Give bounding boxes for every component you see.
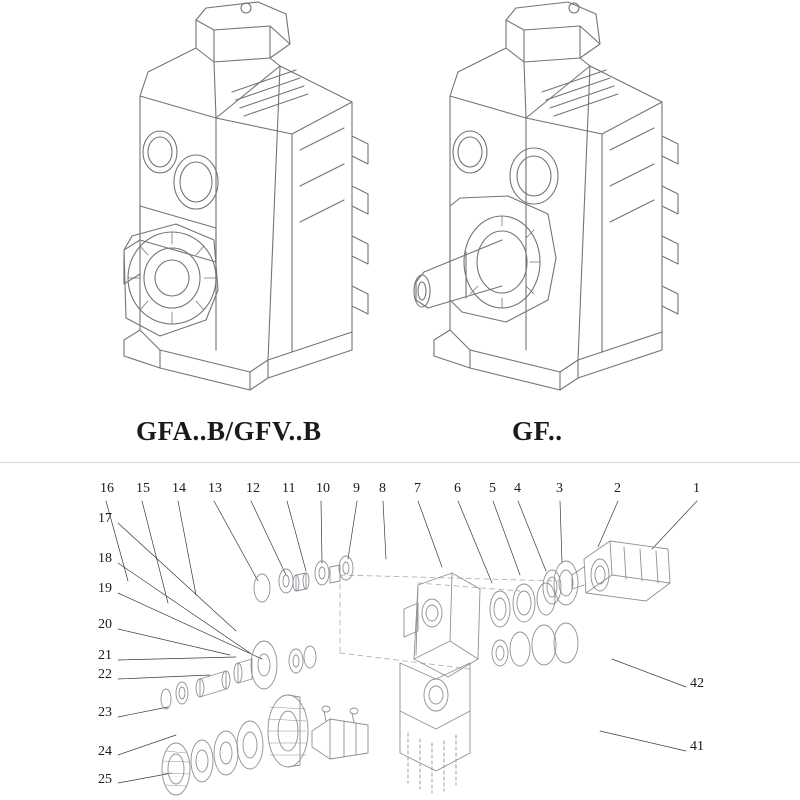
callout-4: 4 — [514, 481, 521, 496]
callout-15: 15 — [136, 481, 150, 496]
callout-5: 5 — [489, 481, 496, 496]
callout-11: 11 — [282, 481, 296, 496]
callout-9: 9 — [353, 481, 360, 496]
callout-2: 2 — [614, 481, 621, 496]
callout-21: 21 — [98, 648, 112, 663]
caption-gfab-gfvb: GFA..B/GFV..B — [136, 416, 322, 446]
callout-7: 7 — [414, 481, 421, 496]
callout-16: 16 — [100, 481, 114, 496]
callout-22: 22 — [98, 667, 112, 682]
callout-18: 18 — [98, 551, 112, 566]
exploded-parts-area — [0, 463, 800, 800]
callout-14: 14 — [172, 481, 186, 496]
callout-1: 1 — [693, 481, 700, 496]
right-gearbox-drawing — [414, 2, 678, 390]
callout-19: 19 — [98, 581, 112, 596]
callout-42: 42 — [690, 676, 704, 691]
part-gear-housing — [400, 573, 480, 793]
callout-12: 12 — [246, 481, 260, 496]
callout-24: 24 — [98, 744, 112, 759]
callout-41: 41 — [690, 739, 704, 754]
left-gearbox-drawing — [124, 2, 368, 390]
part-shaft-upper — [161, 641, 316, 709]
callout-23: 23 — [98, 705, 112, 720]
callout-20: 20 — [98, 617, 112, 632]
callout-25: 25 — [98, 772, 112, 787]
callout-13: 13 — [208, 481, 222, 496]
callout-6: 6 — [454, 481, 461, 496]
callout-8: 8 — [379, 481, 386, 496]
callout-17: 17 — [98, 511, 112, 526]
part-motor-adapter — [572, 541, 670, 601]
caption-gf: GF.. — [512, 416, 563, 446]
callout-10: 10 — [316, 481, 330, 496]
part-gear-lower — [162, 695, 368, 795]
callout-3: 3 — [556, 481, 563, 496]
exploded-assembly-drawing — [0, 463, 800, 800]
